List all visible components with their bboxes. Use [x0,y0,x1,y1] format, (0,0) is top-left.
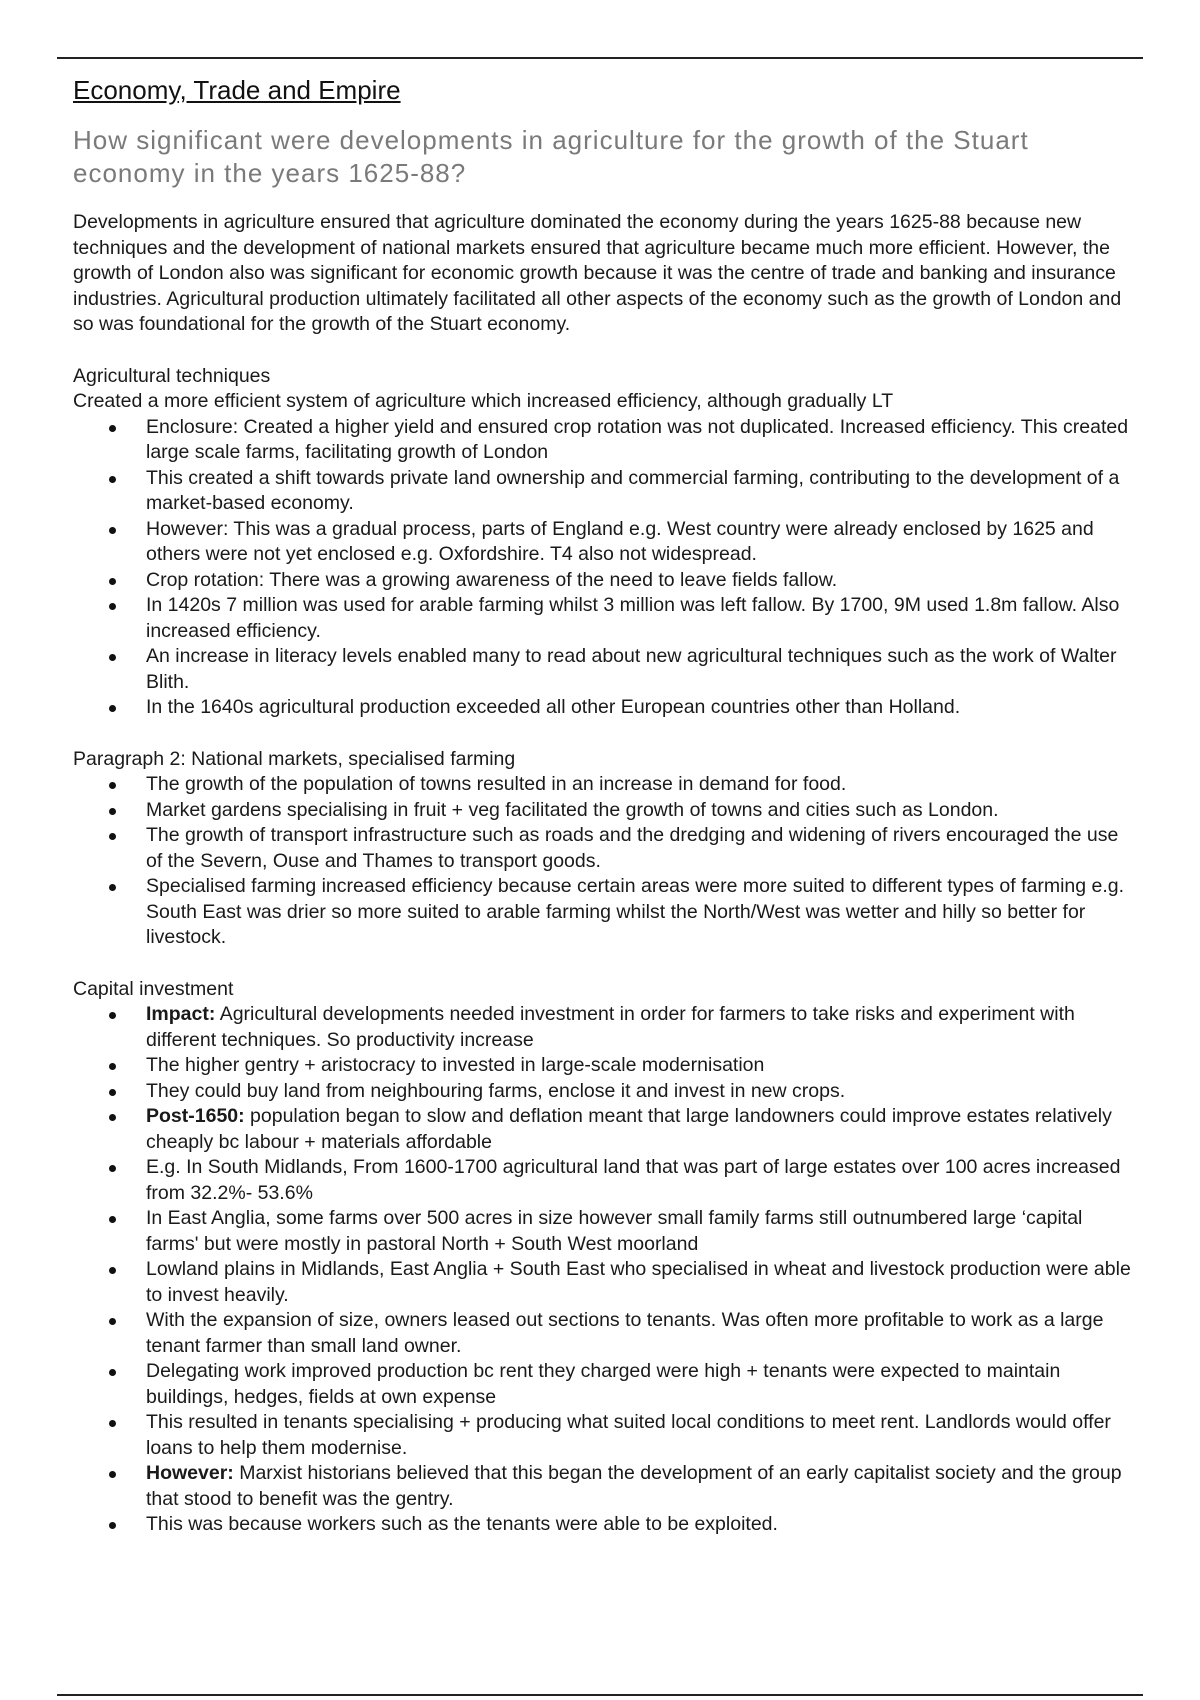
bullet-text: This created a shift towards private land ownership and commercial farming, contributing to the development of a market-based economy. [146,466,1120,514]
top-rule [57,57,1143,59]
section-subheading: Created a more efficient system of agriculture which increased efficiency, although gradually LT [73,390,894,412]
list-item [73,1308,1133,1359]
bullet-text: In East Anglia, some farms over 500 acres in size however small family farms still outnumbered large ‘capital farms' but were mostly in pastoral North + South West moorland [146,1207,1083,1255]
bullet-icon [109,1012,116,1019]
bullet-text: Crop rotation: There was a growing awareness of the need to leave fields fallow. [146,568,838,591]
list-item [73,1257,1133,1308]
list-item [73,1053,1133,1079]
bullet-text: population began to slow and deflation meant that large landowners could improve estates relatively cheaply bc labour + materials affordable [146,1105,1112,1153]
bullet-text: Delegating work improved production bc rent they charged were high + tenants were expected to maintain buildings, hedges, fields at own expense [146,1360,1061,1408]
bullet-icon [109,833,116,840]
bullet-icon [109,782,116,789]
bullet-lead: However: [146,1462,234,1484]
list-item [73,1359,1133,1410]
list-item [73,1206,1133,1257]
bullet-text: Lowland plains in Midlands, East Anglia + South East who specialised in wheat and livestock production were able to invest heavily. [146,1258,1131,1306]
section-0 [73,364,1133,721]
bullet-lead: Impact: [146,1003,216,1025]
bullet-text: E.g. In South Midlands, From 1600-1700 agricultural land that was part of large estates over 100 acres increased from 32.2%- 53.6% [146,1156,1121,1204]
bullet-text: Specialised farming increased efficiency because certain areas were more suited to different types of farming e.g. South East was drier so more suited to arable farming whilst the North/West was wetter and hilly so better for livestock. [146,875,1125,948]
bullet-icon [109,1522,116,1529]
list-item [73,1410,1133,1461]
bullet-icon [109,1063,116,1070]
section-heading: Capital investment [73,977,234,1000]
document-page [73,74,1133,1538]
bullet-icon [109,1267,116,1274]
bullet-icon [109,1114,116,1121]
bullet-icon [109,1165,116,1172]
essay-question: How significant were developments in agriculture for the growth of the Stuart economy in the years 1625-88? [73,125,1029,188]
list-item [73,798,1133,824]
bullet-text: Marxist historians believed that this began the development of an early capitalist society and the group that stood to benefit was the gentry. [146,1462,1122,1510]
list-item [73,415,1133,466]
bullet-text: Enclosure: Created a higher yield and ensured crop rotation was not duplicated. Increased efficiency. This created large scale farms, facilitating growth of London [146,415,1129,463]
section-heading: Paragraph 2: National markets, specialised farming [73,747,516,770]
bullet-text: In 1420s 7 million was used for arable farming whilst 3 million was left fallow. By 1700, 9M used 1.8m fallow. Also increased efficiency. [146,594,1120,642]
bullet-icon [109,705,116,712]
bullet-text: Agricultural developments needed investment in order for farmers to take risks and experiment with different techniques. So productivity increase [146,1003,1075,1051]
bullet-list [73,415,1133,721]
list-item [73,1002,1133,1053]
bullet-icon [109,1420,116,1427]
bullet-text: However: This was a gradual process, parts of England e.g. West country were already enclosed by 1625 and others were not yet enclosed e.g. Oxfordshire. T4 also not widespread. [146,517,1094,565]
list-item [73,593,1133,644]
bullet-icon [109,527,116,534]
list-item [73,823,1133,874]
intro-paragraph: Developments in agriculture ensured that agriculture dominated the economy during the years 1625-88 because new techniques and the development of national markets ensured that agriculture became much more efficient. However, the growth of London also was significant for economic growth because it was the centre of trade and banking and insurance industries. Agricultural production ultimately facilitated all other aspects of the economy such as the growth of London and so was foundational for the growth of the Stuart economy. [73,211,1122,335]
list-item [73,1155,1133,1206]
bullet-icon [109,1089,116,1096]
bullet-icon [109,578,116,585]
bullet-text: They could buy land from neighbouring farms, enclose it and invest in new crops. [146,1079,846,1102]
section-heading: Agricultural techniques [73,364,271,387]
bullet-icon [109,1216,116,1223]
list-item [73,517,1133,568]
list-item [73,1104,1133,1155]
bullet-text: This resulted in tenants specialising + producing what suited local conditions to meet rent. Landlords would offer loans to help them modernise. [146,1411,1111,1459]
list-item [73,466,1133,517]
bullet-icon [109,1471,116,1478]
bullet-list [73,772,1133,951]
list-item [73,695,1133,721]
bullet-text: This was because workers such as the tenants were able to be exploited. [146,1513,778,1535]
bullet-text: Market gardens specialising in fruit + veg facilitated the growth of towns and cities such as London. [146,798,999,821]
bullet-text: The growth of transport infrastructure such as roads and the dredging and widening of rivers encouraged the use of the Severn, Ouse and Thames to transport goods. [146,824,1119,872]
document-title: Economy, Trade and Empire [73,75,401,105]
section-1 [73,747,1133,951]
list-item [73,644,1133,695]
bottom-rule [57,1694,1143,1696]
bullet-icon [109,884,116,891]
bullet-icon [109,654,116,661]
bullet-text: The higher gentry + aristocracy to invested in large-scale modernisation [146,1054,765,1076]
bullet-icon [109,603,116,610]
list-item [73,874,1133,951]
section-2 [73,977,1133,1538]
bullet-lead: Post-1650: [146,1105,245,1127]
bullet-text: The growth of the population of towns resulted in an increase in demand for food. [146,773,847,795]
bullet-icon [109,808,116,815]
list-item [73,1079,1133,1105]
bullet-list [73,1002,1133,1538]
bullet-icon [109,425,116,432]
bullet-text: In the 1640s agricultural production exceeded all other European countries other than Holland. [146,696,961,718]
bullet-icon [109,1369,116,1376]
list-item [73,1512,1133,1538]
sections-container [73,364,1133,1538]
list-item [73,1461,1133,1512]
list-item [73,772,1133,798]
bullet-icon [109,476,116,483]
list-item [73,568,1133,594]
bullet-text: With the expansion of size, owners leased out sections to tenants. Was often more profitable to work as a large tenant farmer than small land owner. [146,1309,1104,1357]
bullet-text: An increase in literacy levels enabled many to read about new agricultural techniques such as the work of Walter Blith. [146,645,1117,693]
bullet-icon [109,1318,116,1325]
